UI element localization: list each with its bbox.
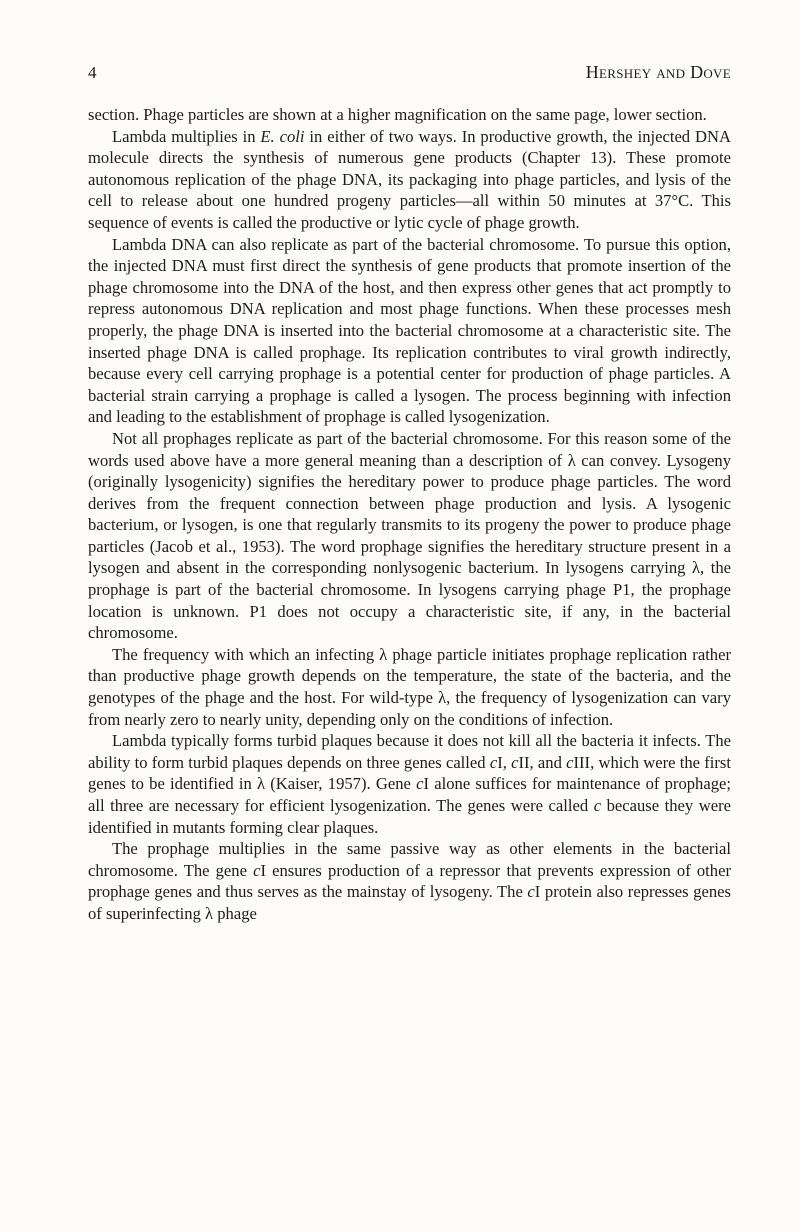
running-head-authors: Hershey and Dove [585,62,731,82]
running-head [88,62,731,83]
paragraph: Lambda multiplies in E. coli in either of two ways. In productive growth, the injected DNA molecule directs the synthesis of numerous gene products (Chapter 13). These promote autonomous replication of the phage DNA, its packaging into phage particles, and lysis of the cell to release about one hundred progeny particles—all within 50 minutes at 37°C. This sequence of events is called the productive or lytic cycle of phage growth. [88,126,731,232]
paragraph: The frequency with which an infecting λ phage particle initiates prophage replication rather than productive phage growth depends on the temperature, the state of the bacteria, and the genotypes of the phage and the host. For wild-type λ, the frequency of lysogenization can vary from nearly zero to nearly unity, depending only on the conditions of infection. [88,644,731,729]
paragraph: section. Phage particles are shown at a higher magnification on the same page, lower section. [88,105,707,124]
paragraph: Lambda DNA can also replicate as part of the bacterial chromosome. To pursue this option, the injected DNA must first direct the synthesis of gene products that promote insertion of the phage chromosome into the DNA of the host, and then express other genes that act promptly to repress autonomous DNA replication and most phage functions. When these processes mesh properly, the phage DNA is inserted into the bacterial chromosome at a characteristic site. The inserted phage DNA is called prophage. Its replication contributes to viral growth indirectly, because every cell carrying prophage is a potential center for production of phage particles. A bacterial strain carrying a prophage is called a lysogen. The process beginning with infection and leading to the establishment of prophage is called lysogenization. [88,234,731,427]
paragraph: Lambda typically forms turbid plaques because it does not kill all the bacteria it infects. The ability to form turbid plaques depends on three genes called cI, cII, and cIII, which were the first genes to be identified in λ (Kaiser, 1957). Gene cI alone suffices for maintenance of prophage; all three are necessary for efficient lysogenization. The genes were called c because they were identified in mutants forming clear plaques. [88,731,731,837]
body-text [88,104,731,925]
page-number: 4 [88,63,97,82]
paragraph: The prophage multiplies in the same passive way as other elements in the bacterial chromosome. The gene cI ensures production of a repressor that prevents expression of other prophage genes and thus serves as the mainstay of lysogeny. The cI protein also represses genes of superinfecting λ phage [88,839,731,923]
paragraph: Not all prophages replicate as part of the bacterial chromosome. For this reason some of the words used above have a more general meaning than a description of λ can convey. Lysogeny (originally lysogenicity) signifies the hereditary power to produce phage particles. The word derives from the frequent connection between phage production and lysis. A lysogenic bacterium, or lysogen, is one that regularly transmits to its progeny the power to produce phage particles (Jacob et al., 1953). The word prophage signifies the hereditary structure present in a lysogen and absent in the corresponding nonlysogenic bacterium. In lysogens carrying λ, the prophage is part of the bacterial chromosome. In lysogens carrying phage P1, the prophage location is unknown. P1 does not occupy a characteristic site, if any, in the bacterial chromosome. [88,428,731,643]
